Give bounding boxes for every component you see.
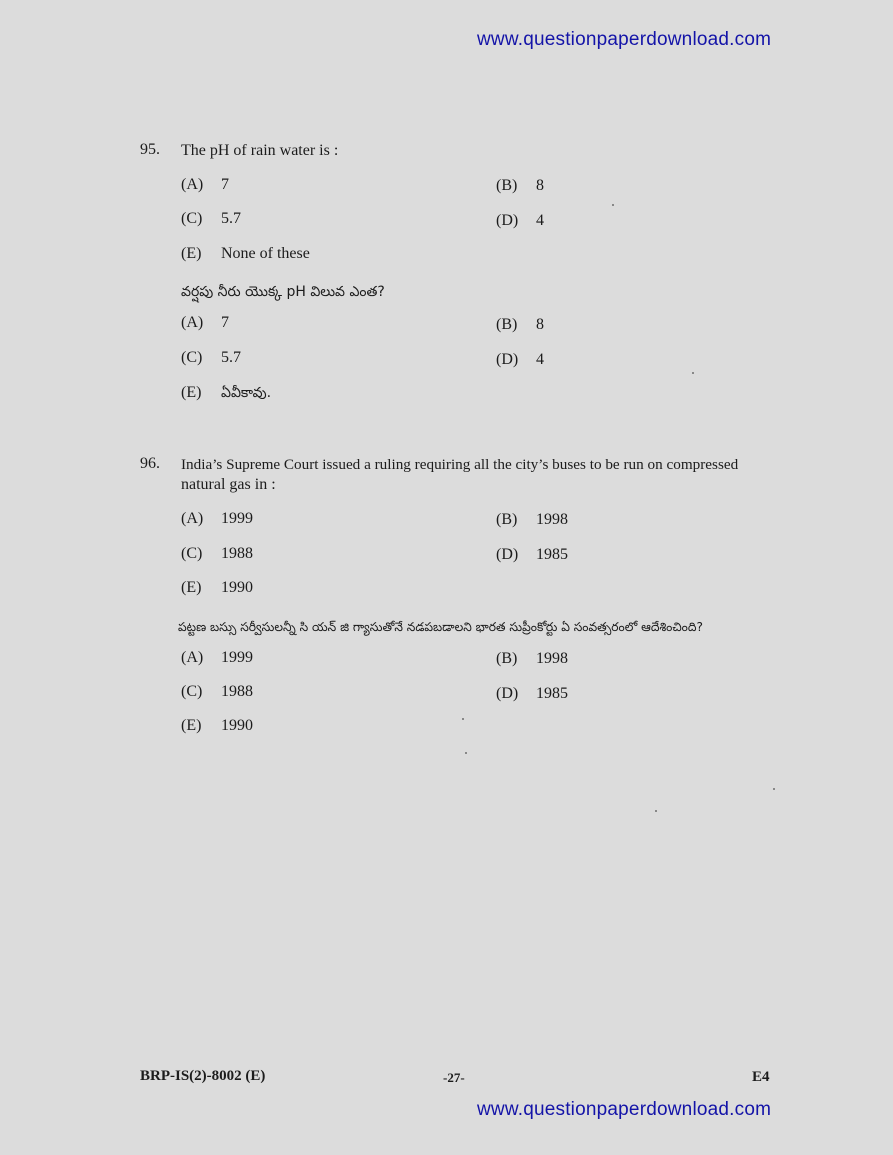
- option-value: 5.7: [221, 349, 241, 366]
- option-d-te: [496, 351, 544, 369]
- option-label: (A): [181, 176, 204, 193]
- option-label: (C): [181, 210, 203, 227]
- option-e-en: [181, 245, 310, 263]
- watermark-top[interactable]: www.questionpaperdownload.com: [477, 29, 772, 50]
- scan-speck: [692, 372, 694, 374]
- option-e-te: [181, 717, 253, 735]
- scan-speck: [612, 204, 614, 206]
- option-c-en: [181, 545, 253, 563]
- option-b-en: [496, 511, 568, 529]
- option-value: 7: [221, 314, 229, 331]
- set-code: E4: [752, 1069, 770, 1085]
- option-value: 5.7: [221, 210, 241, 227]
- question-text-en-line1: India’s Supreme Court issued a ruling requiring all the city’s buses to be run on compressed: [181, 456, 739, 473]
- option-value: 8: [536, 177, 544, 194]
- option-b-te: [496, 316, 544, 334]
- option-value: 7: [221, 176, 229, 193]
- scan-speck: [773, 788, 775, 790]
- page-number: -27-: [443, 1070, 465, 1085]
- option-value: 4: [536, 212, 544, 229]
- option-a-te: [181, 649, 253, 667]
- option-label: (C): [181, 349, 203, 366]
- option-label: (E): [181, 579, 202, 596]
- option-label: (D): [496, 351, 519, 368]
- option-value: 4: [536, 351, 544, 368]
- option-a-te: [181, 314, 229, 332]
- option-a-en: [181, 510, 253, 528]
- option-value: 8: [536, 316, 544, 333]
- option-label: (C): [181, 683, 203, 700]
- question-text-te: వర్షపు నీరు యొక్క pH విలువ ఎంత?: [181, 284, 385, 300]
- option-value: 1988: [221, 683, 253, 700]
- option-label: (D): [496, 546, 519, 563]
- option-value: 1990: [221, 579, 253, 596]
- option-b-te: [496, 650, 568, 668]
- option-label: (E): [181, 245, 202, 262]
- option-value: 1988: [221, 545, 253, 562]
- option-value: 1998: [536, 511, 568, 528]
- option-value: ఏవీకావు.: [221, 385, 272, 401]
- option-d-en: [496, 546, 568, 564]
- option-c-en: [181, 210, 241, 228]
- option-value: 1985: [536, 546, 568, 563]
- option-d-te: [496, 685, 568, 703]
- option-label: (B): [496, 177, 518, 194]
- option-label: (B): [496, 511, 518, 528]
- option-value: 1998: [536, 650, 568, 667]
- option-value: None of these: [221, 245, 310, 262]
- option-e-en: [181, 579, 253, 597]
- option-value: 1985: [536, 685, 568, 702]
- option-value: 1999: [221, 649, 253, 666]
- option-d-en: [496, 212, 544, 230]
- option-value: 1999: [221, 510, 253, 527]
- option-c-te: [181, 683, 253, 701]
- scan-speck: [462, 718, 464, 720]
- question-text-te: పట్టణ బస్సు సర్వీసులన్నీ సి యన్ జి గ్యాసుతోనే నడపబడాలని భారత సుప్రీంకోర్టు ఏ సంవత్సరంలో ఆదేశించింది?: [178, 620, 703, 634]
- option-label: (C): [181, 545, 203, 562]
- option-b-en: [496, 177, 544, 195]
- question-text-en: The pH of rain water is :: [181, 142, 339, 159]
- scan-speck: [655, 810, 657, 812]
- option-label: (A): [181, 510, 204, 527]
- option-label: (E): [181, 717, 202, 734]
- question-text-en-line2: natural gas in :: [181, 476, 276, 493]
- option-value: 1990: [221, 717, 253, 734]
- option-label: (A): [181, 649, 204, 666]
- question-number: 95.: [140, 141, 160, 158]
- option-label: (A): [181, 314, 204, 331]
- option-label: (E): [181, 384, 202, 401]
- option-label: (B): [496, 650, 518, 667]
- option-e-te: [181, 384, 271, 404]
- option-a-en: [181, 176, 229, 194]
- option-label: (D): [496, 212, 519, 229]
- option-label: (B): [496, 316, 518, 333]
- option-c-te: [181, 349, 241, 367]
- option-label: (D): [496, 685, 519, 702]
- watermark-bottom[interactable]: www.questionpaperdownload.com: [477, 1099, 772, 1120]
- paper-code: BRP-IS(2)-8002 (E): [140, 1068, 266, 1084]
- question-number: 96.: [140, 455, 160, 472]
- scan-speck: [465, 752, 467, 754]
